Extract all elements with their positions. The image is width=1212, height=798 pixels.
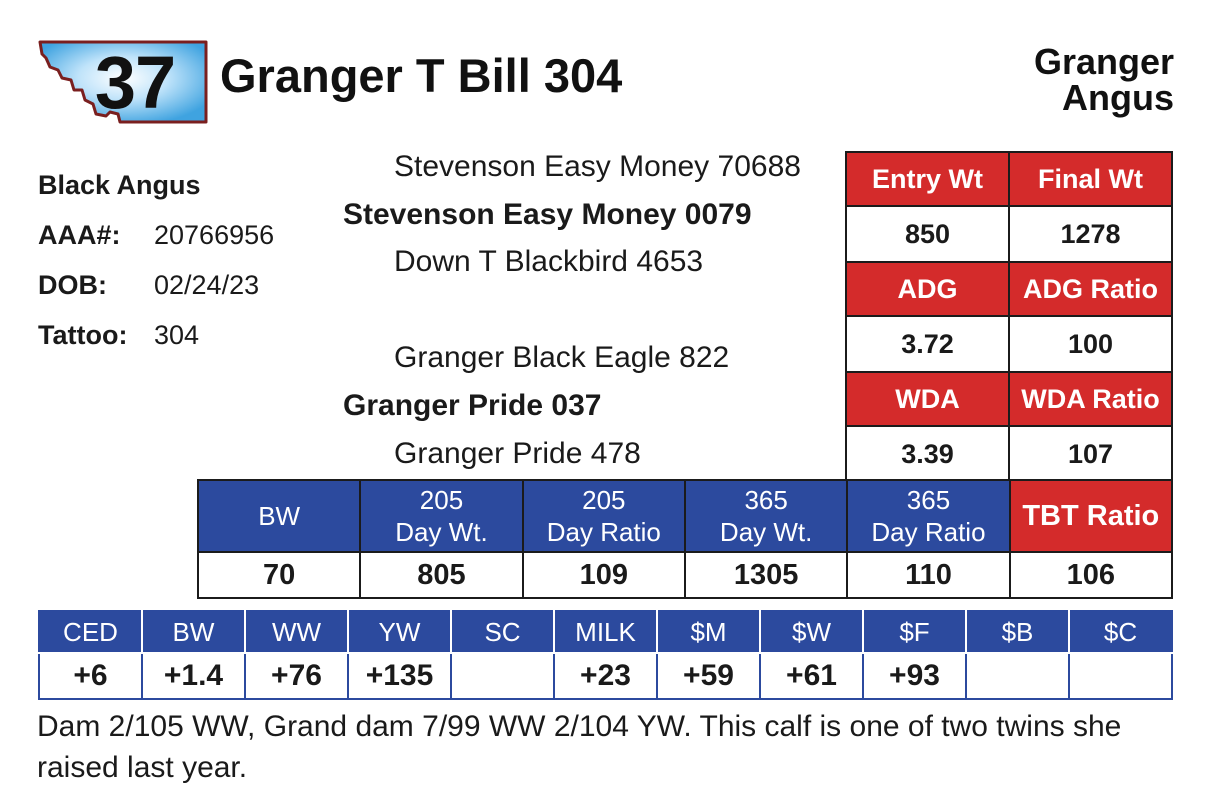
pedigree-dam-sire: Granger Black Eagle 822 — [394, 341, 730, 374]
header-entry-wt: Entry Wt — [846, 152, 1009, 206]
header-wda-ratio: WDA Ratio — [1009, 372, 1172, 426]
epd-header-bw: BW — [142, 611, 245, 653]
epd-header-b: $B — [966, 611, 1069, 653]
pedigree-sire: Stevenson Easy Money 0079 — [343, 198, 752, 231]
epd-header-f: $F — [863, 611, 966, 653]
performance-table — [845, 151, 1173, 483]
value-entry-wt: 850 — [846, 206, 1009, 262]
header-205-day-wt: 205 Day Wt. — [360, 480, 522, 552]
value-wda-ratio: 107 — [1009, 426, 1172, 482]
epd-table — [38, 610, 1173, 700]
dob-value: 02/24/23 — [154, 270, 260, 300]
pedigree-dam: Granger Pride 037 — [343, 389, 602, 422]
epd-value-bw: +1.4 — [142, 653, 245, 699]
epd-value-b — [966, 653, 1069, 699]
epd-header-sc: SC — [451, 611, 554, 653]
registration-label: AAA#: — [38, 220, 121, 250]
pedigree-dam-dam: Granger Pride 478 — [394, 437, 641, 470]
weights-table — [197, 479, 1173, 599]
value-365-day-wt: 1305 — [685, 552, 847, 598]
header-365-day-wt: 365 Day Wt. — [685, 480, 847, 552]
value-205-day-wt: 805 — [360, 552, 522, 598]
epd-header-ced: CED — [39, 611, 142, 653]
epd-value-c — [1069, 653, 1172, 699]
header-adg-ratio: ADG Ratio — [1009, 262, 1172, 316]
breeder-name-line2: Angus — [1062, 77, 1174, 118]
header-adg: ADG — [846, 262, 1009, 316]
epd-value-ww: +76 — [245, 653, 348, 699]
comment-text: Dam 2/105 WW, Grand dam 7/99 WW 2/104 YW. This calf is one of two twins she raised last year. — [37, 710, 1122, 784]
value-205-day-ratio: 109 — [523, 552, 685, 598]
tattoo-label: Tattoo: — [38, 320, 128, 350]
tattoo-value: 304 — [154, 320, 200, 350]
epd-header-milk: MILK — [554, 611, 657, 653]
value-bw: 70 — [198, 552, 360, 598]
registration-value: 20766956 — [154, 220, 275, 250]
breed: Black Angus — [38, 170, 201, 200]
dob-label: DOB: — [38, 270, 107, 300]
epd-value-w: +61 — [760, 653, 863, 699]
header-tbt-ratio: TBT Ratio — [1010, 480, 1172, 552]
breeder-name — [1033, 41, 1174, 118]
header-365-day-ratio: 365 Day Ratio — [847, 480, 1009, 552]
value-adg: 3.72 — [846, 316, 1009, 372]
header-205-day-ratio: 205 Day Ratio — [523, 480, 685, 552]
value-tbt-ratio: 106 — [1010, 552, 1172, 598]
pedigree-sire-sire: Stevenson Easy Money 70688 — [394, 150, 801, 183]
epd-value-yw: +135 — [348, 653, 451, 699]
value-365-day-ratio: 110 — [847, 552, 1009, 598]
value-adg-ratio: 100 — [1009, 316, 1172, 372]
value-final-wt: 1278 — [1009, 206, 1172, 262]
lot-number: 37 — [94, 41, 176, 124]
epd-header-yw: YW — [348, 611, 451, 653]
epd-header-ww: WW — [245, 611, 348, 653]
header-wda: WDA — [846, 372, 1009, 426]
header-bw: BW — [198, 480, 360, 552]
header-final-wt: Final Wt — [1009, 152, 1172, 206]
epd-value-sc — [451, 653, 554, 699]
epd-value-f: +93 — [863, 653, 966, 699]
pedigree-sire-dam: Down T Blackbird 4653 — [394, 245, 704, 278]
epd-value-m: +59 — [657, 653, 760, 699]
epd-header-m: $M — [657, 611, 760, 653]
epd-value-milk: +23 — [554, 653, 657, 699]
breeder-name-line1: Granger — [1033, 41, 1174, 82]
epd-value-ced: +6 — [39, 653, 142, 699]
value-wda: 3.39 — [846, 426, 1009, 482]
epd-header-w: $W — [760, 611, 863, 653]
animal-name: Granger T Bill 304 — [220, 49, 623, 102]
epd-header-c: $C — [1069, 611, 1172, 653]
